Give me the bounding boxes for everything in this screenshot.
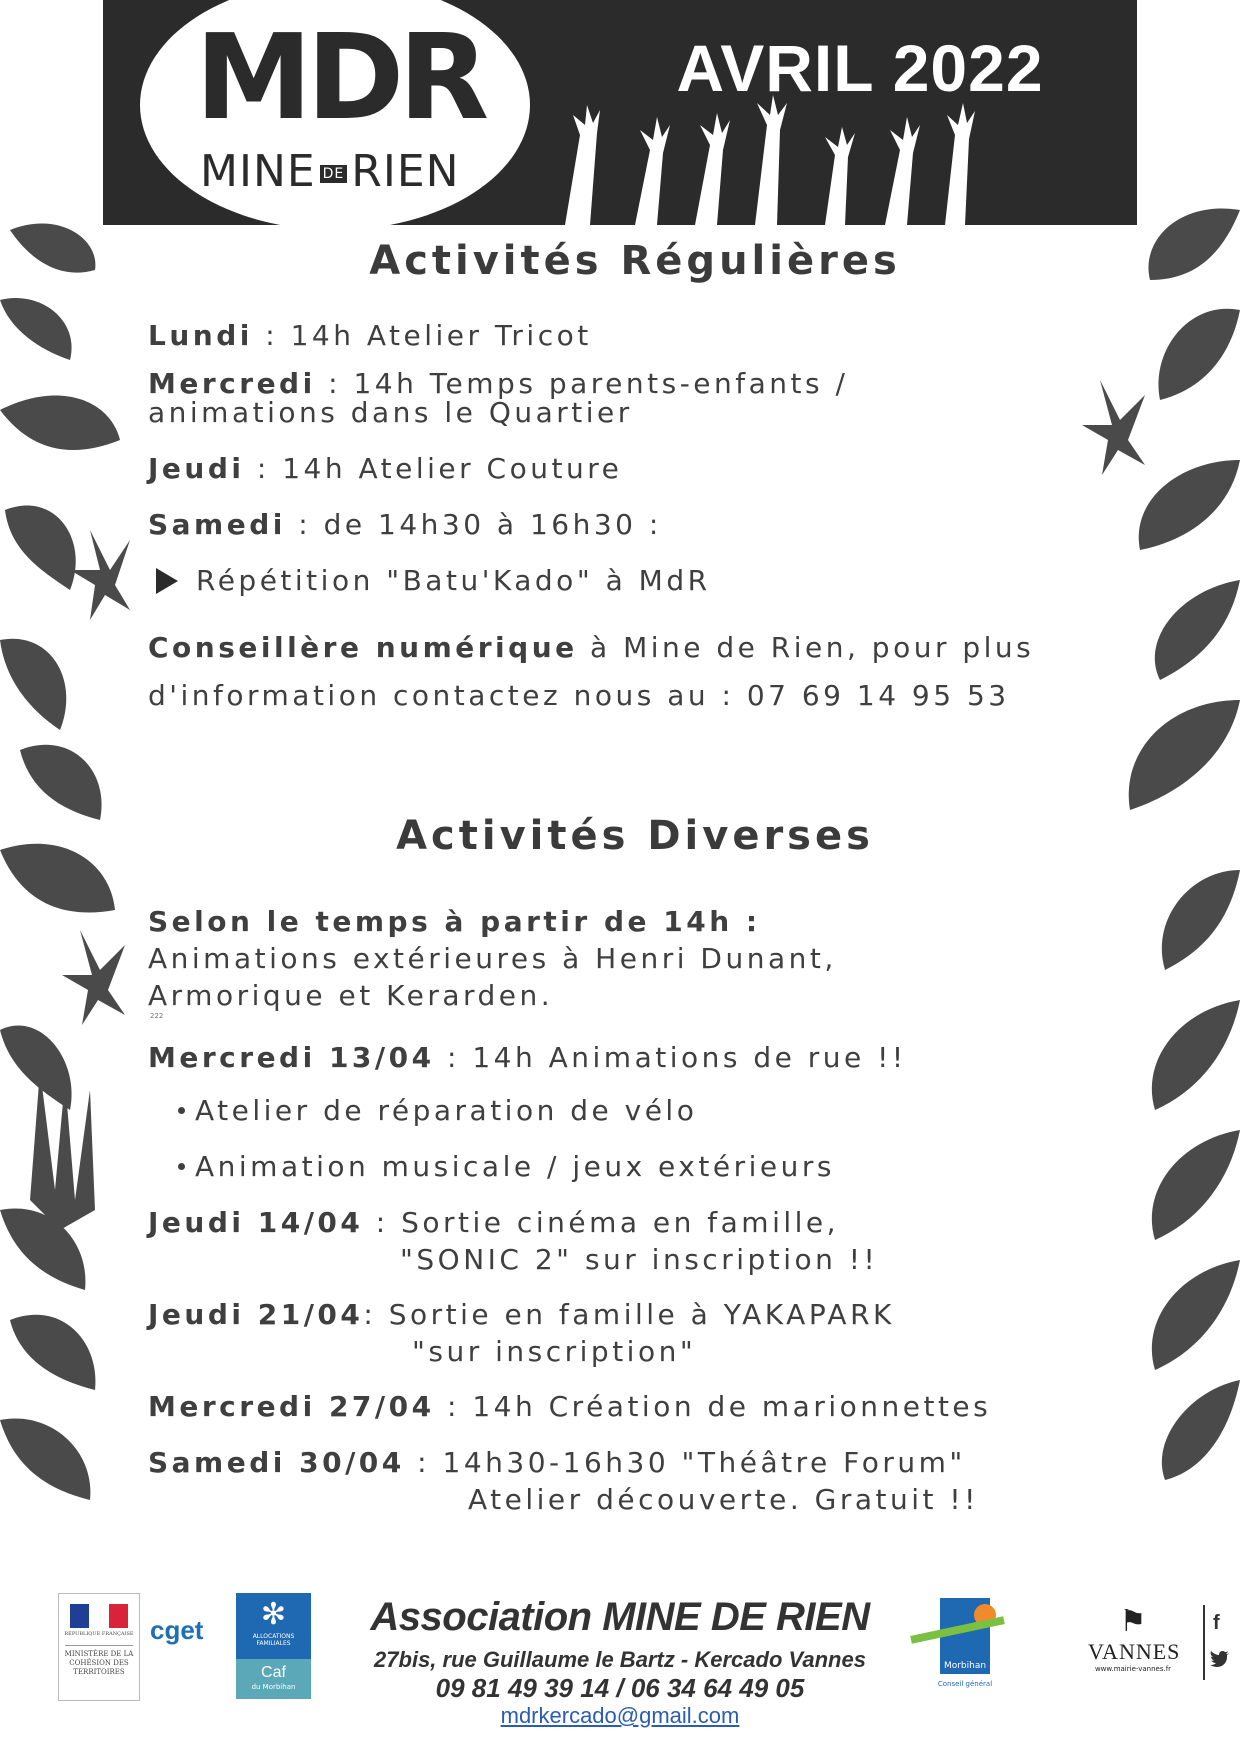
mer13-bold: Mercredi 13/04 bbox=[148, 1041, 435, 1074]
lundi-line bbox=[148, 318, 592, 354]
mer27-line bbox=[148, 1389, 991, 1425]
bullet-1 bbox=[178, 1093, 697, 1129]
samedi-text: : de 14h30 à 16h30 : bbox=[285, 508, 662, 541]
twitter-icon[interactable] bbox=[1210, 1650, 1230, 1668]
facebook-icon[interactable]: f bbox=[1213, 1612, 1220, 1634]
samedi-line bbox=[148, 507, 662, 543]
sam30-line-2: Atelier découverte. Gratuit !! bbox=[468, 1483, 979, 1516]
jeu21-text: : Sortie en famille à YAKAPARK bbox=[363, 1298, 895, 1331]
morbihan-logo bbox=[910, 1598, 1020, 1698]
bullet-2-text: Animation musicale / jeux extérieurs bbox=[195, 1150, 835, 1183]
jeu14-line-2: "SONIC 2" sur inscription !! bbox=[400, 1243, 879, 1276]
sam30-bold: Samedi 30/04 bbox=[148, 1446, 405, 1479]
association-email-link[interactable]: mdrkercado@gmail.com bbox=[500, 1703, 740, 1728]
morbihan-text: Morbihan bbox=[940, 1658, 990, 1674]
ministere-text: MINISTÈRE DE LA COHÉSION DES TERRITOIRES bbox=[64, 1650, 134, 1676]
selon-bold: Selon le temps à partir de 14h bbox=[148, 905, 733, 938]
caf-text: Caf bbox=[261, 1664, 286, 1681]
caf-sub-text: du Morbihan bbox=[251, 1683, 296, 1691]
jeudi-line bbox=[148, 451, 622, 487]
mer27-text: : 14h Création de marionnettes bbox=[434, 1390, 992, 1423]
mer27-bold: Mercredi 27/04 bbox=[148, 1390, 435, 1423]
jeu21-bold: Jeudi 21/04 bbox=[148, 1298, 364, 1331]
selon-text: Animations extérieures à Henri Dunant, bbox=[148, 942, 837, 975]
regular-activities-title: Activités Régulières bbox=[369, 238, 901, 284]
vannes-text: VANNES bbox=[1088, 1639, 1181, 1664]
jeudi-day: Jeudi bbox=[148, 452, 245, 485]
conseillere-line-2: d'information contactez nous au : 07 69 14 95 53 bbox=[148, 679, 1010, 712]
association-name: Association MINE DE RIEN bbox=[370, 1595, 870, 1639]
republique-text: RÉPUBLIQUE FRANÇAISE bbox=[64, 1631, 134, 1637]
foliage-right-decoration bbox=[1080, 180, 1240, 1580]
vannes-logo bbox=[1088, 1604, 1181, 1695]
bullet-dot-icon bbox=[178, 1107, 185, 1114]
jeu14-line bbox=[148, 1205, 839, 1241]
raised-hands-illustration bbox=[545, 95, 1085, 225]
diverse-activities-title: Activités Diverses bbox=[396, 813, 874, 859]
conseillere-text: à Mine de Rien, pour plus bbox=[577, 631, 1035, 664]
divider bbox=[1203, 1605, 1205, 1680]
jeu21-line-2: "sur inscription" bbox=[412, 1335, 697, 1368]
samedi-day: Samedi bbox=[148, 508, 286, 541]
repetition-text: Répétition "Batu'Kado" à MdR bbox=[196, 564, 711, 597]
ermine-icon: ⚑ bbox=[1119, 1604, 1147, 1639]
bullet-2 bbox=[178, 1149, 835, 1185]
jeu14-text: : Sortie cinéma en famille, bbox=[363, 1206, 840, 1239]
association-phones: 09 81 49 39 14 / 06 34 64 49 05 bbox=[435, 1673, 805, 1703]
lundi-day: Lundi bbox=[148, 319, 253, 352]
caf-top-text: ALLOCATIONS FAMILIALES bbox=[252, 1633, 295, 1647]
bullet-dot-icon bbox=[178, 1163, 185, 1170]
morbihan-sub-text: Conseil général bbox=[937, 1680, 993, 1688]
sam30-line bbox=[148, 1445, 966, 1481]
mercredi-day: Mercredi bbox=[148, 367, 316, 400]
selon-text-2: Armorique et Kerarden. bbox=[148, 979, 554, 1012]
foliage-left-decoration bbox=[0, 210, 130, 1590]
logo-subtitle bbox=[200, 146, 460, 197]
repetition-line bbox=[156, 563, 711, 599]
ministere-logo bbox=[58, 1593, 140, 1701]
logo-rien: RIEN bbox=[351, 146, 460, 197]
vannes-url: www.mairie-vannes.fr bbox=[1094, 1665, 1172, 1673]
caf-logo bbox=[236, 1593, 311, 1699]
jeu21-line bbox=[148, 1297, 895, 1333]
tiny-mark: 222 bbox=[150, 1012, 164, 1020]
conseillere-line bbox=[148, 630, 1034, 666]
association-address: 27bis, rue Guillaume le Bartz - Kercado Vannes bbox=[374, 1647, 866, 1672]
bullet-1-text: Atelier de réparation de vélo bbox=[195, 1094, 698, 1127]
selon-colon: : bbox=[732, 905, 761, 938]
caf-emblem-icon: ✻ bbox=[260, 1597, 287, 1632]
cget-logo: cget bbox=[150, 1615, 204, 1645]
logo-mine: MINE bbox=[200, 146, 316, 197]
mer13-text: : 14h Animations de rue !! bbox=[434, 1041, 907, 1074]
logo-de: DE bbox=[320, 165, 348, 183]
french-flag-icon bbox=[70, 1604, 128, 1628]
jeudi-text: : 14h Atelier Couture bbox=[244, 452, 623, 485]
jeu14-bold: Jeudi 14/04 bbox=[148, 1206, 364, 1239]
selon-line bbox=[148, 904, 761, 940]
mer13-line bbox=[148, 1040, 907, 1076]
conseillere-bold: Conseillère numérique bbox=[148, 631, 578, 664]
play-triangle-icon bbox=[156, 568, 178, 594]
mercredi-text: : 14h Temps parents-enfants / bbox=[315, 367, 849, 400]
logo-mdr: MDR bbox=[195, 8, 484, 146]
sam30-text: : 14h30-16h30 "Théâtre Forum" bbox=[404, 1446, 966, 1479]
lundi-text: : 14h Atelier Tricot bbox=[252, 319, 592, 352]
month-title: AVRIL 2022 bbox=[676, 31, 1044, 105]
mercredi-line-2: animations dans le Quartier bbox=[148, 396, 633, 429]
